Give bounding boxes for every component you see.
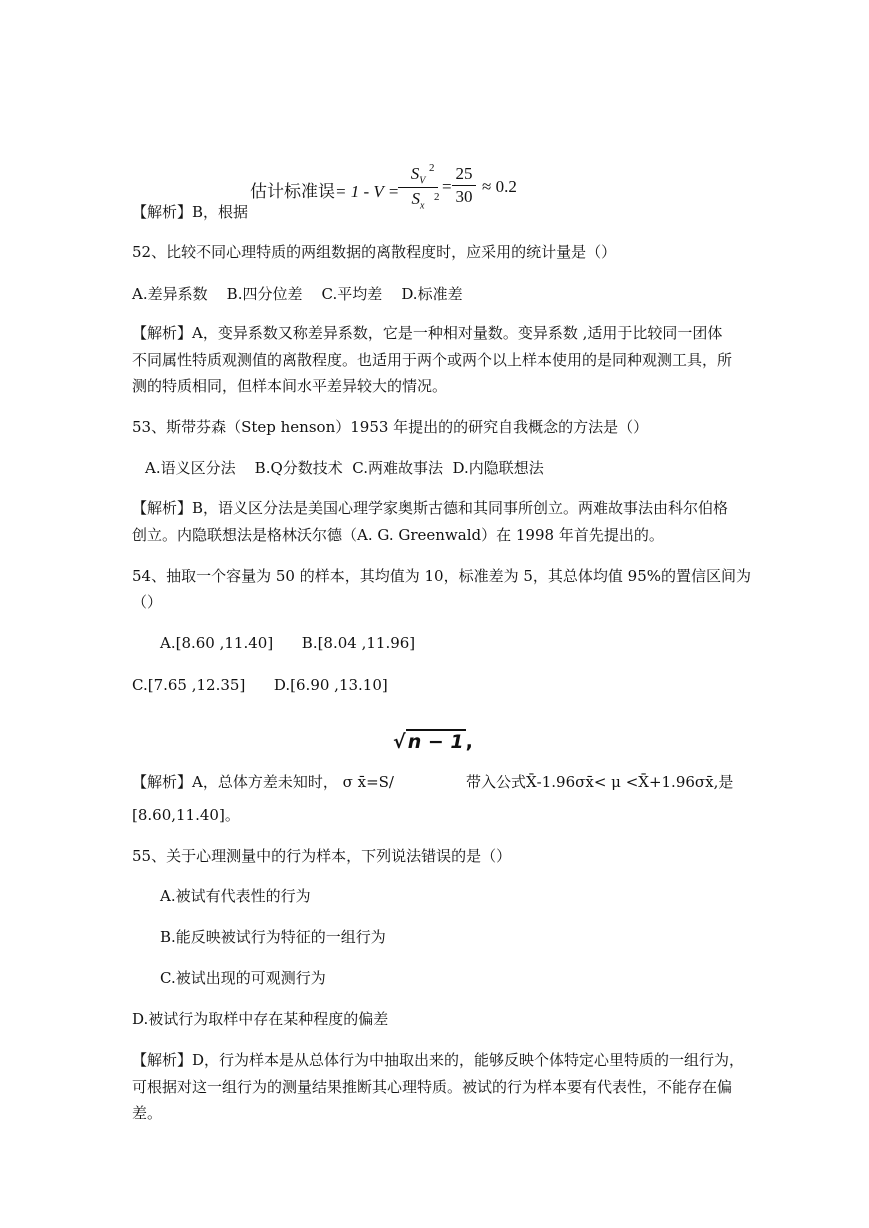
q53-answer-line2: 创立。内隐联想法是格林沃尔德（A. G. Greenwald）在 1998 年首先提出的。: [132, 526, 664, 544]
sqrt-expression: [393, 731, 473, 753]
q54-question-line1: 54、抽取一个容量为 50 的样本，其均值为 10，标准差为 5，其总体均值 95%的置信区间为: [132, 567, 751, 585]
q53-options: A.语义区分法 B.Q分数技术 C.两难故事法 D.内隐联想法: [145, 459, 544, 477]
q55-answer-line1: 【解析】D，行为样本是从总体行为中抽取出来的，能够反映个体特定心里特质的一组行为，: [132, 1051, 745, 1069]
variance-fraction: $S_V$ $S_x$: [398, 164, 438, 212]
q55-option-d: D.被试行为取样中存在某种程度的偏差: [132, 1010, 389, 1028]
q55-option-c: C.被试出现的可观测行为: [160, 969, 326, 987]
sqrt-suffix: ,: [465, 731, 473, 753]
sqrt-symbol: √: [393, 731, 406, 753]
q53-answer-line1: 【解析】B，语义区分法是美国心理学家奥斯古德和其同事所创立。两难故事法由科尔伯格: [132, 499, 729, 517]
numeric-fraction: 25 30: [452, 164, 476, 207]
q51-answer: 【解析】B，根据: [132, 203, 249, 221]
q54-options-line1: A.[8.60 ,11.40] B.[8.04 ,11.96]: [160, 634, 416, 652]
den-exponent: 2: [434, 191, 440, 203]
q52-answer-line3: 测的特质相同，但样本间水平差异较大的情况。: [132, 377, 448, 395]
standard-error-formula: [246, 160, 546, 220]
q55-question: 55、关于心理测量中的行为样本，下列说法错误的是（）: [132, 847, 512, 865]
q54-answer-line2: [8.60,11.40]。: [132, 806, 240, 824]
q54-answer-line1b: 带入公式X̄-1.96σx̄< μ <X̄+1.96σx̄,是: [466, 773, 734, 791]
formula-eq1: = 1 - V =: [335, 182, 400, 201]
q52-answer-line1: 【解析】A，变异系数又称差异系数，它是一种相对量数。变异系数 ,适用于比较同一团体: [132, 324, 723, 342]
sqrt-radicand: n − 1: [407, 731, 464, 753]
formula-eq2: =: [442, 177, 452, 196]
q54-options-line2: C.[7.65 ,12.35] D.[6.90 ,13.10]: [132, 676, 388, 694]
q55-answer-line2: 可根据对这一组行为的测量结果推断其心理特质。被试的行为样本要有代表性，不能存在偏: [132, 1078, 733, 1096]
q54-answer-line1a: 【解析】A，总体方差未知时， σ x̄=S/: [132, 773, 394, 791]
q52-options: A.差异系数 B.四分位差 C.平均差 D.标准差: [132, 285, 463, 303]
q52-answer-line2: 不同属性特质观测值的离散程度。也适用于两个或两个以上样本使用的是同种观测工具，所: [132, 351, 733, 369]
num-exponent: 2: [429, 162, 435, 174]
q54-question-line2: （）: [132, 593, 163, 611]
q55-option-b: B.能反映被试行为特征的一组行为: [160, 928, 386, 946]
formula-approx: ≈ 0.2: [482, 177, 517, 196]
formula-label: 估计标准误: [250, 182, 335, 201]
q53-question: 53、斯带芬森（Step henson）1953 年提出的的研究自我概念的方法是（）: [132, 418, 649, 436]
q52-question: 52、比较不同心理特质的两组数据的离散程度时，应采用的统计量是（）: [132, 243, 617, 261]
q55-option-a: A.被试有代表性的行为: [160, 887, 311, 905]
q55-answer-line3: 差。: [132, 1104, 163, 1122]
